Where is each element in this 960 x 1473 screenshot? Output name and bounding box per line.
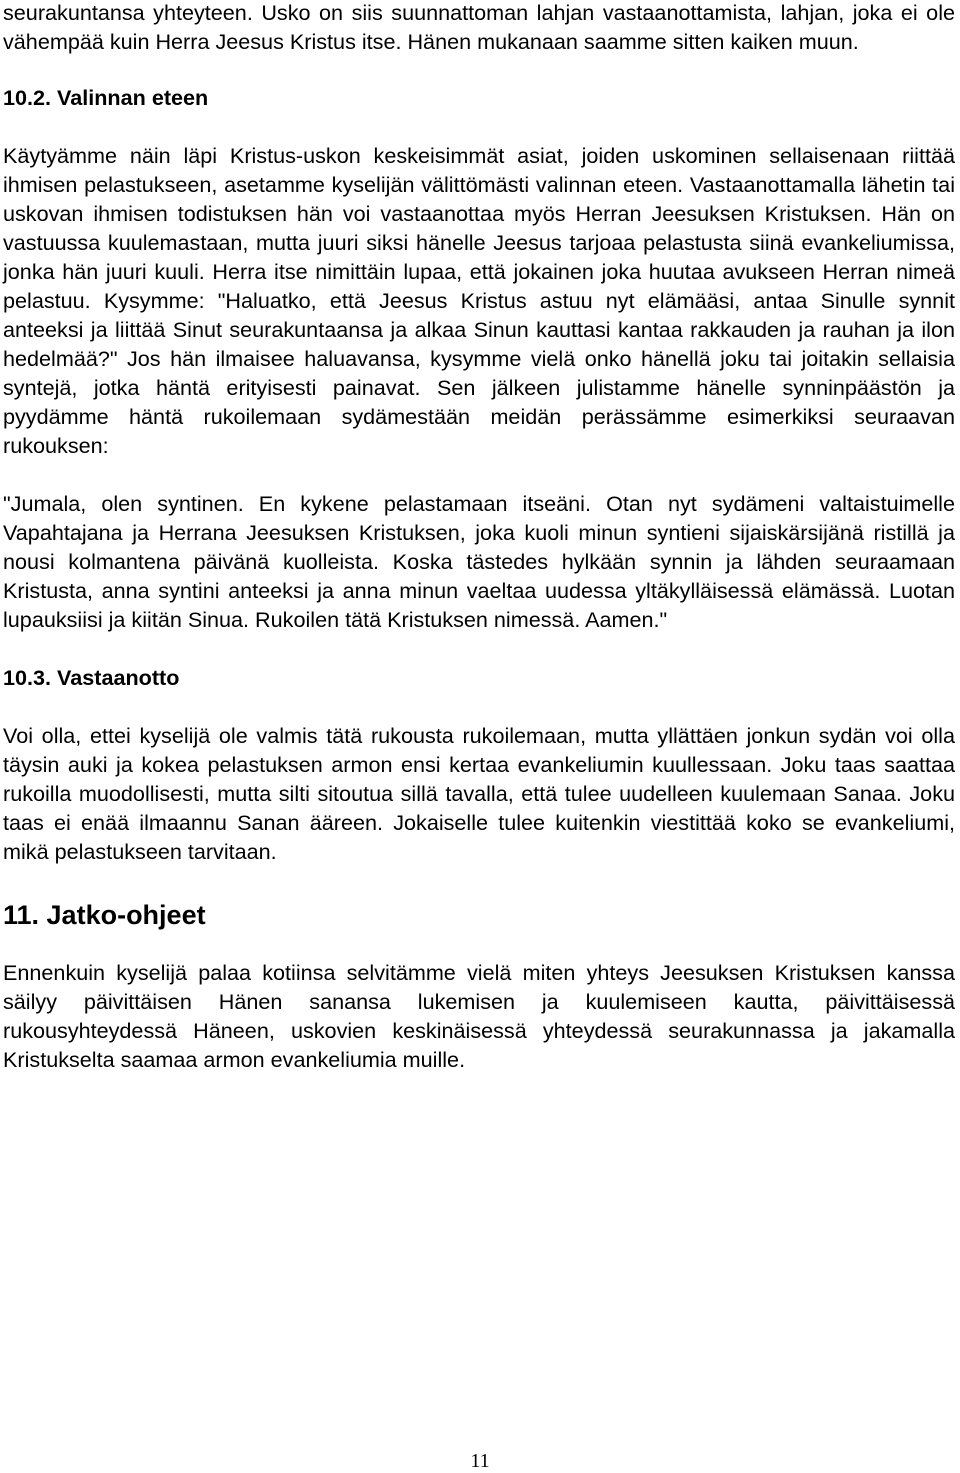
section-10-3-paragraph: Voi olla, ettei kyselijä ole valmis tätä rukousta rukoilemaan, mutta yllättäen jonkun sydän voi olla täysin auki ja kokea pelastuksen armon ensi kertaa evankeliumin kuullessaan. Joku taas saattaa rukoilla muodollisesti, mutta silti sitoutua sillä tavalla, että tulee uudelleen kuulemaan Sanaa. Joku taas ei enää ilmaannu Sanan ääreen. Jokaiselle tulee kuitenkin viestittää koko se evankeliumi, mikä pelastukseen tarvitaan.: [3, 723, 955, 864]
page-number: 11: [470, 1450, 490, 1472]
section-10-3-heading: 10.3. Vastaanotto: [3, 665, 180, 690]
section-10-2-paragraph: Käytyämme näin läpi Kristus-uskon keskeisimmät asiat, joiden uskominen sellaisenaan riittää ihmisen pelastukseen, asetamme kyselijän välittömästi valinnan eteen. Vastaanottamalla lähetin tai uskovan ihmisen todistuksen hän voi vastaanottaa myös Herran Jeesuksen Kristuksen. Hän on vastuussa kuulemastaan, mutta juuri siksi hänelle Jeesus tarjoaa pelastusta siinä evankeliumissa, jonka hän juuri kuuli. Herra itse nimittäin lupaa, että jokainen joka huutaa avukseen Herran nimeä pelastuu. Kysymme: "Haluatko, että Jeesus Kristus astuu nyt elämääsi, antaa Sinulle synnit anteeksi ja liittää Sinut seurakuntaansa ja alkaa Sinun kauttasi kantaa rakkauden ja rauhan ja ilon hedelmää?" Jos hän ilmaisee haluavansa, kysymme vielä onko hänellä joku tai joitakin sellaisia syntejä, jotka häntä erityisesti painavat. Sen jälkeen julistamme hänelle synninpäästön ja pyydämme häntä rukoilemaan sydämestään meidän perässämme esimerkiksi seuraavan rukouksen:: [3, 143, 955, 458]
continuation-paragraph: seurakuntansa yhteyteen. Usko on siis suunnattoman lahjan vastaanottamista, lahjan, joka ei ole vähempää kuin Herra Jeesus Kristus itse. Hänen mukanaan saamme sitten kaiken muun.: [3, 0, 955, 54]
prayer-paragraph: "Jumala, olen syntinen. En kykene pelastamaan itseäni. Otan nyt sydämeni valtaistuimelle Vapahtajana ja Herrana Jeesuksen Kristuksen, joka kuoli minun syntieni sijaiskärsijänä ristillä ja nousi kolmantena päivänä kuolleista. Koska tästedes hylkään synnin ja lähden seuraamaan Kristusta, anna syntini anteeksi ja anna minun vaeltaa uudessa yltäkylläisessä elämässä. Luotan lupauksiisi ja kiitän Sinua. Rukoilen tätä Kristuksen nimessä. Aamen.": [3, 491, 955, 632]
document-page: [3, 0, 955, 1074]
section-10-2-heading: 10.2. Valinnan eteen: [3, 85, 209, 110]
section-11-paragraph: Ennenkuin kyselijä palaa kotiinsa selvitämme vielä miten yhteys Jeesuksen Kristuksen kanssa säilyy päivittäisen Hänen sanansa lukemisen ja kuulemiseen kautta, päivittäisessä rukousyhteydessä Häneen, uskovien keskinäisessä yhteydessä seurakunnassa ja jakamalla Kristukselta saamaa armon evankeliumia muille.: [3, 960, 955, 1072]
section-11-heading: 11. Jatko-ohjeet: [3, 900, 206, 930]
